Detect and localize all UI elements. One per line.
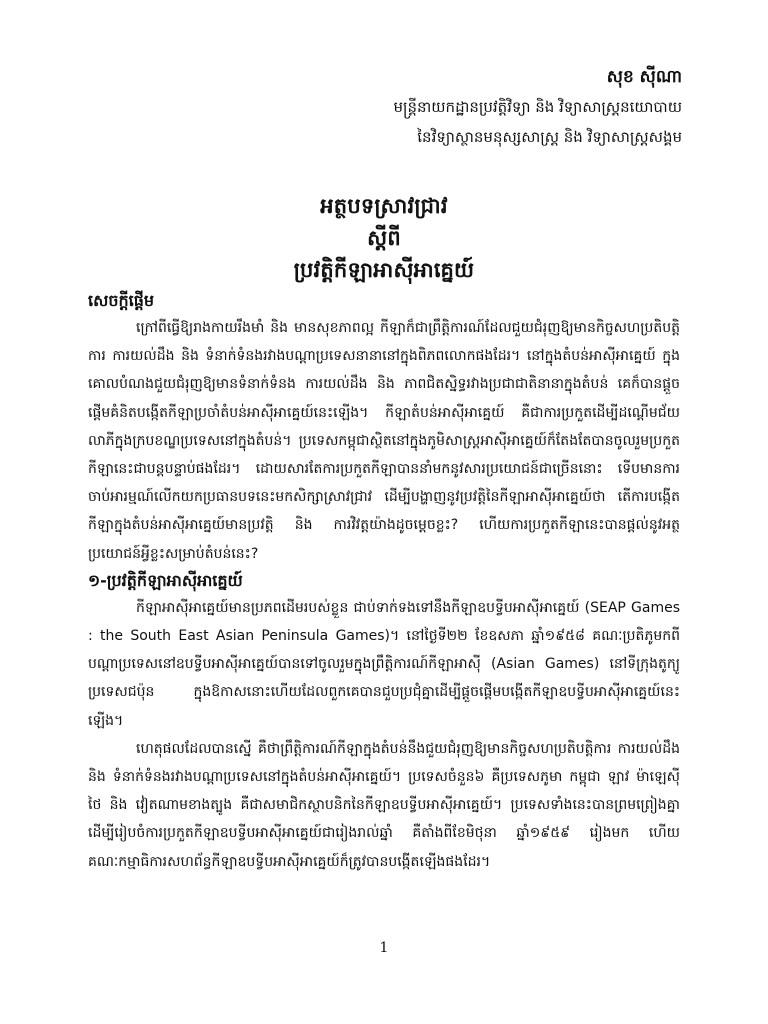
document-title bbox=[0, 190, 768, 286]
author-affiliation-line-2: នៃវិទ្យាស្ថានមនុស្សសាស្ត្រ និង វិទ្យាសាស្ត្រសង្គម bbox=[417, 128, 682, 146]
author-name: សុខ ស៊ីណា bbox=[606, 67, 682, 87]
section-introduction bbox=[88, 288, 680, 568]
section-heading: សេចក្ដីផ្ដើម bbox=[88, 291, 155, 310]
title-line-1: អត្ថបទស្រាវជ្រាវ bbox=[320, 194, 448, 218]
title-line-2: ស្ដីពី bbox=[367, 226, 401, 250]
section-history bbox=[88, 568, 680, 876]
title-line-3: ប្រវត្តិកីឡាអាស៊ីអាគ្នេយ៍ bbox=[293, 258, 475, 282]
document-body bbox=[88, 288, 680, 876]
paragraph: ក្រៅពីធ្វើឱ្យរាងកាយរឹងមាំ និង មានសុខភាពល្អ កីឡាក៏ជាព្រឹត្តិការណ៍ដែលជួយជំរុញឱ្យមានកិច្ចសហប្រតិបត្តិការ ការយល់ដឹង និង ទំនាក់ទំនងរវាងបណ្ដាប្រទេសនានានៅក្នុងពិភពលោកផងដែរ។ នៅក្នុងតំបន់អាស៊ីអាគ្នេយ៍ ក្នុងគោលបំណងជួយជំរុញឱ្យមានទំនាក់ទំនង ការយល់ដឹង និង ភាពជិតស្និទ្ធរវាងប្រជាជាតិនានាក្នុងតំបន់ គេក៏បានផ្ដួចផ្ដើមគំនិតបង្កើតកីឡាប្រចាំតំបន់អាស៊ីអាគ្នេយ៍នេះឡើង។ កីឡាតំបន់អាស៊ីអាគ្នេយ៍ គឺជាការប្រកួតដើម្បីដណ្ដើមជ័យលាភីក្នុងក្របខណ្ឌប្រទេសនៅក្នុងតំបន់។ ប្រទេសកម្ពុជាស្ថិតនៅក្នុងភូមិសាស្ត្រអាស៊ីអាគ្នេយ៍ក៏តែងតែបានចូលរួមប្រកួតកីឡានេះជាបន្តបន្ទាប់ផងដែរ។ ដោយសារតែការប្រកួតកីឡាបាននាំមកនូវសារប្រយោជន៍ជាច្រើននោះ ទើបមានការចាប់អារម្មណ៍លើកយកប្រធានបទនេះមកសិក្សាស្រាវជ្រាវ ដើម្បីបង្ហាញនូវប្រវត្តិនៃកីឡាអាស៊ីអាគ្នេយ៍ថា តើការបង្កើតកីឡាក្នុងតំបន់អាស៊ីអាគ្នេយ៍មានប្រវត្តិ និង ការវិវត្តយ៉ាងដូចម្ដេចខ្លះ? ហើយការប្រកួតកីឡានេះបានផ្ដល់នូវអត្ថប្រយោជន៍អ្វីខ្លះសម្រាប់តំបន់នេះ? bbox=[88, 320, 680, 562]
section-heading: ១-ប្រវត្តិកីឡាអាស៊ីអាគ្នេយ៍ bbox=[88, 570, 243, 590]
page-number: 1 bbox=[379, 940, 389, 956]
author-affiliation-line-1: មន្ត្រីនាយកដ្ឋានប្រវត្តិវិទ្យា និង វិទ្យាសាស្ត្រនយោបាយ bbox=[393, 98, 682, 116]
author-block bbox=[393, 62, 682, 152]
paragraph: កីឡាអាស៊ីអាគ្នេយ៍មានប្រភពដើមរបស់ខ្លួន ជាប់ទាក់ទងទៅនឹងកីឡាឧបទ្វីបអាស៊ីអាគ្នេយ៍ (SEAP Games : the South East Asian Peninsula Games)។ នៅថ្ងៃទី២២ ខែឧសភា ឆ្នាំ១៩៥៨ គណៈប្រតិភូមកពីបណ្ដាប្រទេសនៅឧបទ្វីបអាស៊ីអាគ្នេយ៍បានទៅចូលរួមក្នុងព្រឹត្តិការណ៍កីឡាអាស៊ី (Asian Games) នៅទីក្រុងតូក្យូប្រទេសជប៉ុន ក្នុងឱកាសនោះហើយដែលពួកគេបានជួបប្រជុំគ្នាដើម្បីផ្ដួចផ្ដើមបង្កើតកីឡាឧបទ្វីបអាស៊ីអាគ្នេយ៍នេះឡើង។ bbox=[88, 599, 680, 729]
paragraph: ហេតុផលដែលបានស្នើ គឺថាព្រឹត្តិការណ៍កីឡាក្នុងតំបន់នឹងជួយជំរុញឱ្យមានកិច្ចសហប្រតិបត្តិការ ការយល់ដឹង និង ទំនាក់ទំនងរវាងបណ្ដាប្រទេសនៅក្នុងតំបន់អាស៊ីអាគ្នេយ៍។ ប្រទេសចំនួន៦ គឺប្រទេសភូមា កម្ពុជា ឡាវ ម៉ាឡេស៊ី ថៃ និង វៀតណាមខាងត្បូង គឺជាសមាជិកស្ថាបនិកនៃកីឡាឧបទ្វីបអាស៊ីអាគ្នេយ៍។ ប្រទេសទាំងនេះបានព្រមព្រៀងគ្នាដើម្បីរៀបចំការប្រកួតកីឡាឧបទ្វីបអាស៊ីអាគ្នេយ៍ជារៀងរាល់ឆ្នាំ គឺតាំងពីខែមិថុនា ឆ្នាំ១៩៥៩ រៀងមក ហើយគណៈកម្មាធិការសហព័ន្ធកីឡាឧបទ្វីបអាស៊ីអាគ្នេយ៍ក៏ត្រូវបានបង្កើតឡើងផងដែរ។ bbox=[88, 740, 680, 870]
